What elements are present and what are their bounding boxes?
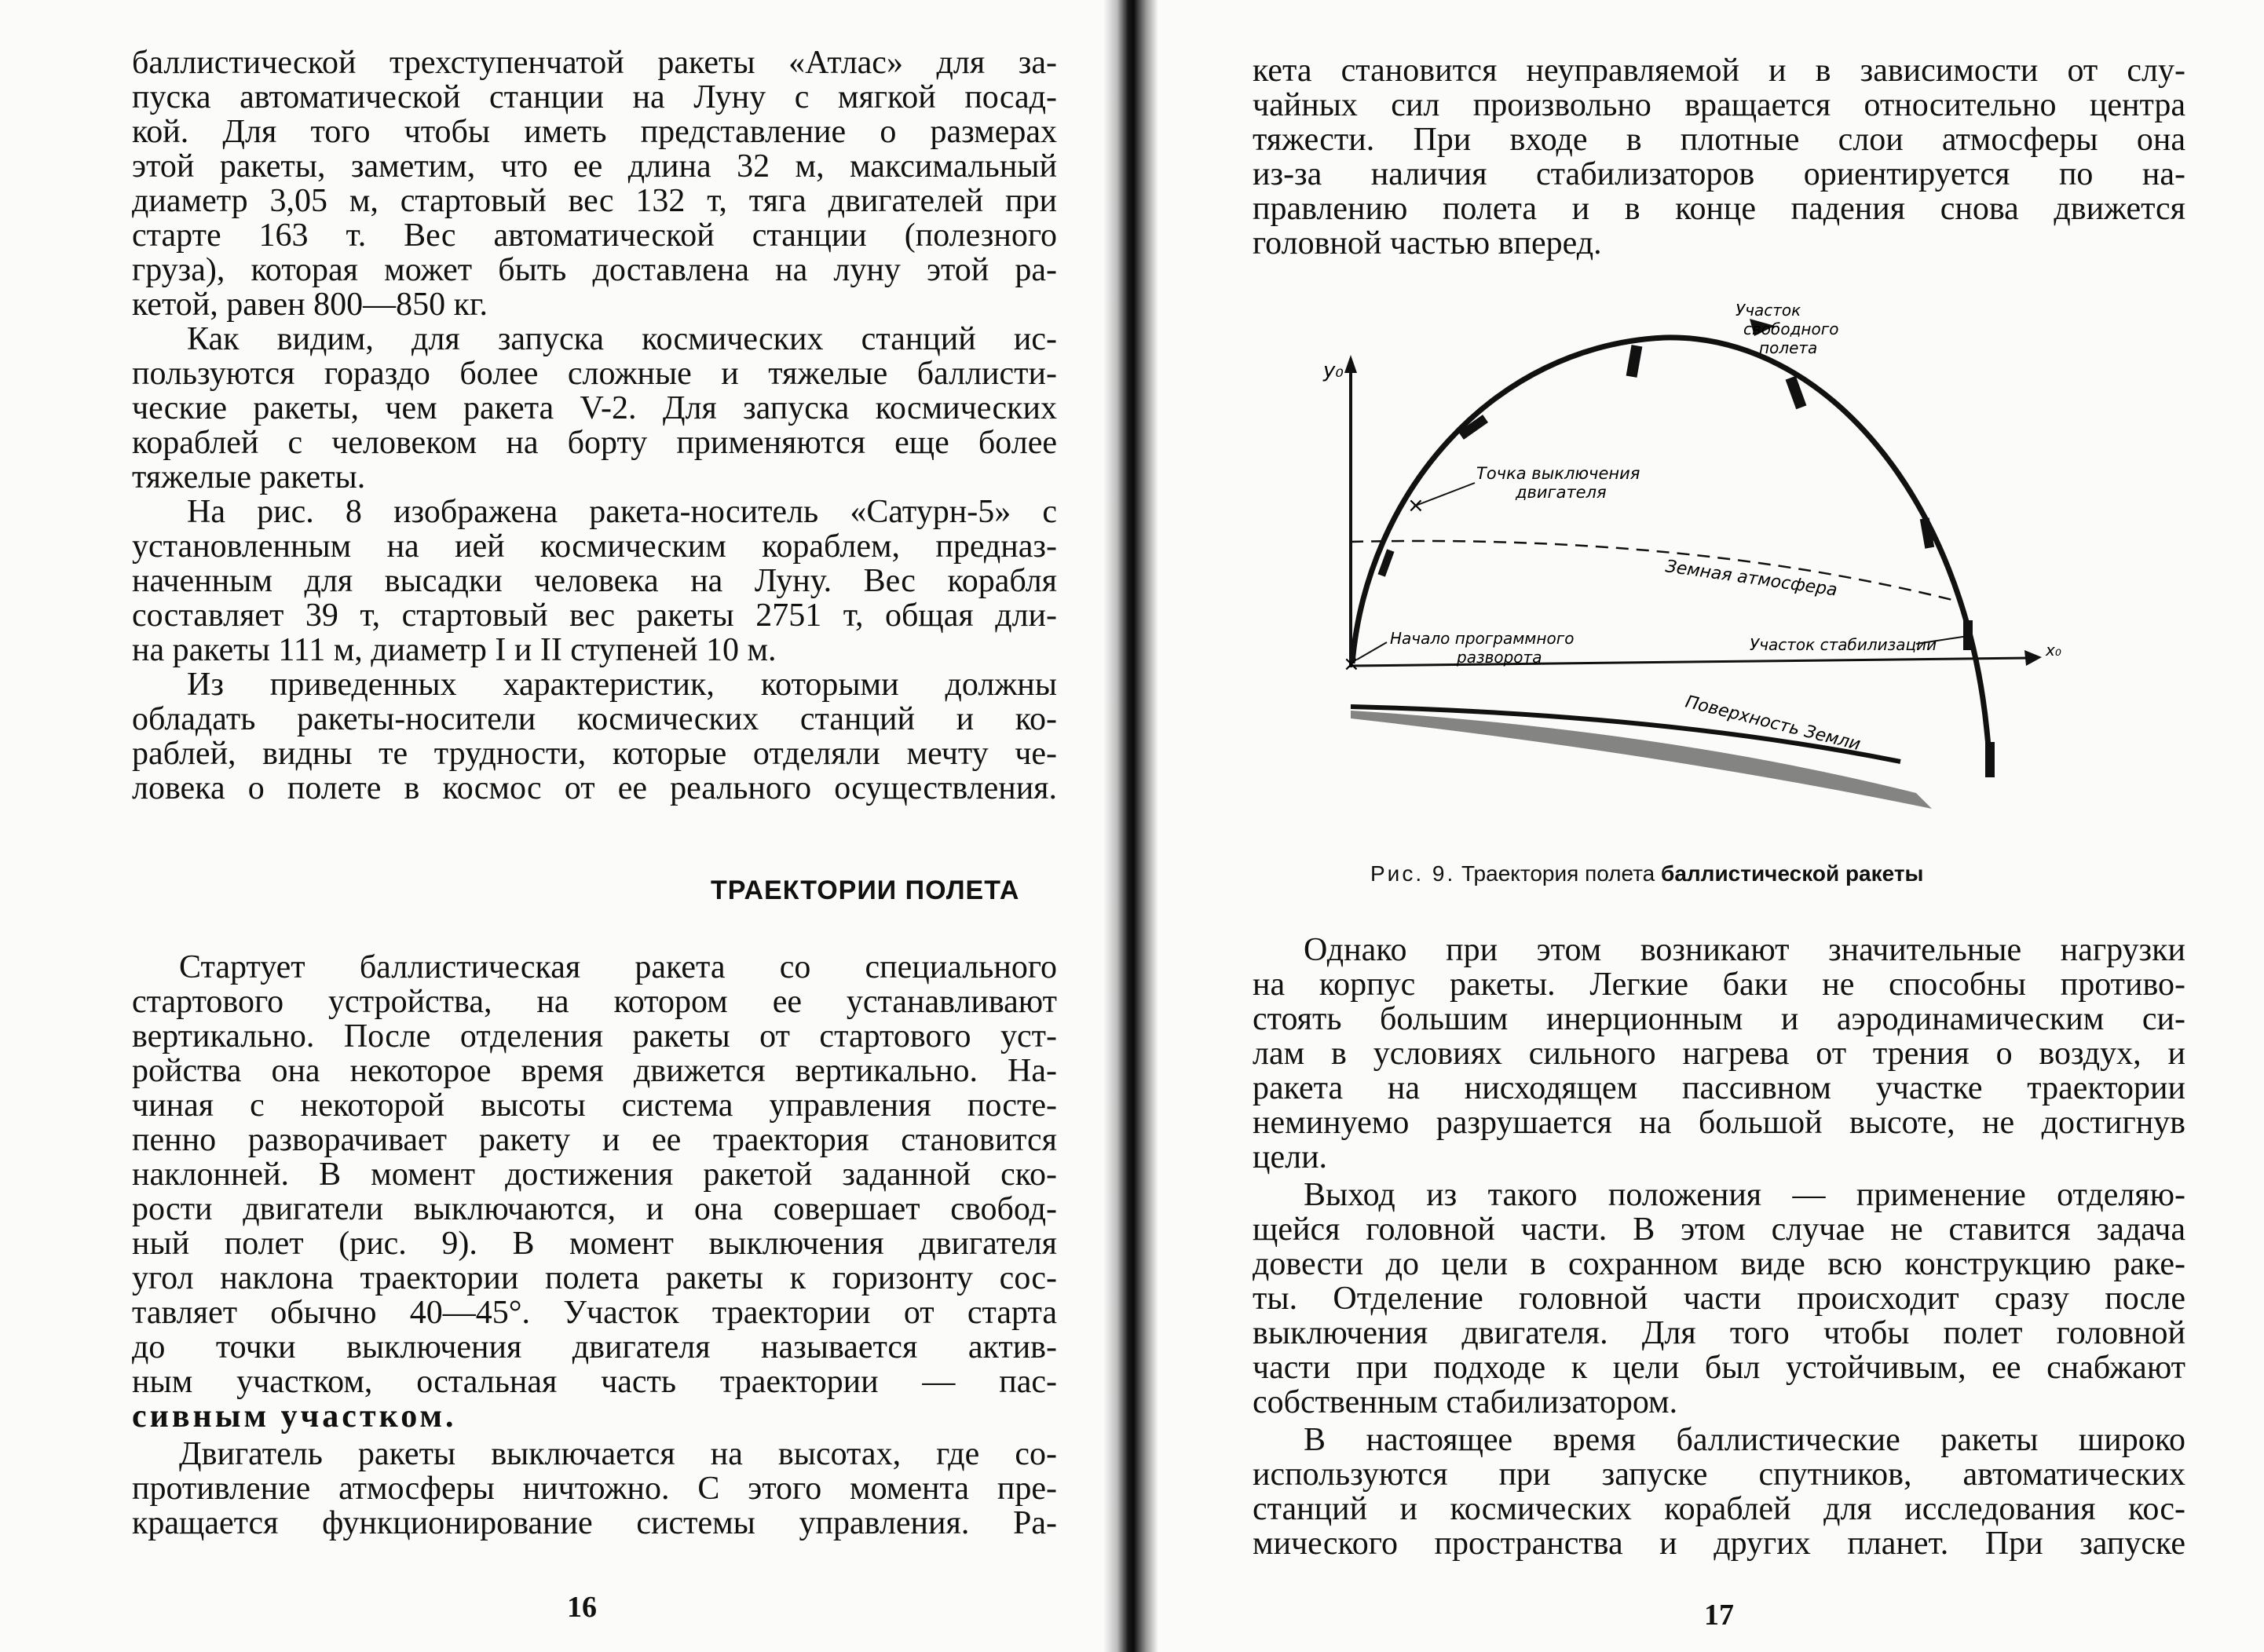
text-line: пуска автоматической станции на Луну с мягкой посад-	[132, 79, 1057, 115]
figure-caption	[1370, 861, 1923, 886]
x-axis	[1351, 658, 2030, 666]
y-axis-label: у₀	[1323, 359, 1344, 382]
page-number-left: 16	[567, 1591, 597, 1624]
left-paragraph-1	[132, 46, 1057, 322]
label-engine-off-1: Точка выключения	[1476, 464, 1640, 483]
y-axis-arrow	[1344, 355, 1357, 373]
right-paragraph-3	[1253, 1178, 2185, 1420]
text-line: на ракеты 111 м, диаметр I и II ступеней 10 м.	[132, 632, 777, 668]
text-line: Как видим, для запуска космических станций ис-	[187, 321, 1057, 357]
section-title: ТРАЕКТОРИИ ПОЛЕТА	[711, 875, 1020, 905]
left-paragraph-6	[132, 1437, 1057, 1541]
caption-text: Траектория полета	[1461, 861, 1655, 886]
label-engine-off-2: двигателя	[1516, 483, 1607, 502]
text-line: обладать ракеты-носители космических станций и ко-	[132, 701, 1057, 737]
text-line: вертикально. После отделения ракеты от стартового уст-	[132, 1018, 1057, 1054]
text-line: цели.	[1253, 1139, 1328, 1175]
text-line: Из приведенных характеристик, которыми должны	[187, 667, 1057, 703]
text-line: Стартует баллистическая ракета со специального	[179, 949, 1057, 985]
program-turn-pointer	[1357, 642, 1387, 660]
text-line: стартового устройства, на котором ее устанавливают	[132, 984, 1057, 1020]
caption-number: Рис. 9.	[1370, 861, 1456, 886]
text-line: чайных сил произвольно вращается относительно центра	[1253, 87, 2185, 123]
text-line: пользуются гораздо более сложные и тяжелые баллисти-	[132, 356, 1057, 392]
trajectory-figure	[1323, 291, 2120, 840]
book-spine	[1103, 0, 1158, 1652]
label-free-flight-1: Участок	[1735, 301, 1801, 320]
label-program-turn-2: разворота	[1457, 648, 1542, 667]
trajectory-diagram	[1323, 291, 2120, 840]
rocket-icon	[1626, 345, 1643, 378]
label-free-flight-2: свободного	[1743, 320, 1839, 338]
text-line: установленным на ией космическим кораблем, предназ-	[132, 528, 1057, 565]
text-line: неминуемо разрушается на большой высоте, не достигнув	[1253, 1105, 2185, 1141]
caption-text-bold: баллистической ракеты	[1661, 861, 1924, 886]
text-line: ракета на нисходящем пассивном участке траектории	[1253, 1070, 2185, 1106]
text-line: кораблей с человеком на борту применяются еще более	[132, 425, 1057, 461]
text-line: собственным стабилизатором.	[1253, 1384, 1678, 1420]
text-line: наклонней. В момент достижения ракетой заданной ско-	[132, 1157, 1057, 1193]
text-line: части при подходе к цели был устойчивым, ее снабжают	[1253, 1350, 2185, 1386]
text-line: чиная с некоторой высоты система управления посте-	[132, 1087, 1057, 1124]
start-marker: ×	[1343, 652, 1360, 676]
text-line: груза), которая может быть доставлена на луну этой ра-	[132, 252, 1057, 288]
right-paragraph-1	[1253, 53, 2185, 261]
text-line: Двигатель ракеты выключается на высотах, где со-	[179, 1436, 1057, 1472]
text-line: кращается функционирование системы управления. Ра-	[132, 1505, 1057, 1541]
text-line: рости двигатели выключаются, и она совершает свобод-	[132, 1191, 1057, 1227]
trajectory-curve	[1352, 338, 1991, 769]
text-line: составляет 39 т, стартовый вес ракеты 2751 т, общая дли-	[132, 598, 1057, 634]
rocket-icon	[1985, 742, 1995, 777]
text-line: угол наклона траектории полета ракеты к горизонту сос-	[132, 1260, 1057, 1296]
right-paragraph-4	[1253, 1423, 2185, 1561]
text-line: наченным для высадки человека на Луну. Вес корабля	[132, 563, 1057, 599]
text-line: станций и космических кораблей для исследования кос-	[1253, 1491, 2185, 1527]
x-axis-arrow	[2024, 650, 2042, 666]
text-line: выключения двигателя. Для того чтобы полет головной	[1253, 1315, 2185, 1351]
text-line: кетой, равен 800—850 кг.	[132, 287, 488, 323]
label-free-flight-3: полета	[1759, 338, 1818, 357]
text-line: ройства она некоторое время движется вертикально. На-	[132, 1053, 1057, 1089]
left-paragraph-4	[132, 667, 1057, 806]
engine-off-marker: ×	[1407, 494, 1425, 517]
text-line: довести до цели в сохранном виде всю конструкцию раке-	[1253, 1246, 2185, 1282]
text-line: ный полет (рис. 9). В момент выключения двигателя	[132, 1226, 1057, 1262]
left-paragraph-5	[132, 950, 1057, 1434]
label-atmosphere: Земная атмосфера	[1664, 557, 1839, 601]
text-line: На рис. 8 изображена ракета-носитель «Сатурн-5» с	[187, 494, 1057, 530]
right-page	[1158, 0, 2264, 1652]
left-paragraph-3	[132, 495, 1057, 667]
text-line: этой ракеты, заметим, что ее длина 32 м, максимальный	[132, 148, 1057, 185]
text-line: Однако при этом возникают значительные нагрузки	[1304, 932, 2185, 968]
x-axis-label: х₀	[2046, 641, 2061, 660]
text-line: кета становится неуправляемой и в зависимости от слу-	[1253, 53, 2185, 89]
text-line: сивным участком.	[132, 1398, 457, 1435]
text-line: кой. Для того чтобы иметь представление о размерах	[132, 114, 1057, 150]
text-line: на корпус ракеты. Легкие баки не способны противо-	[1253, 967, 2185, 1003]
text-line: пенно разворачивает ракету и ее траектория становится	[132, 1122, 1057, 1158]
left-page	[0, 0, 1103, 1652]
label-surface: Поверхность Земли	[1683, 692, 1863, 755]
text-line: головной частью вперед.	[1253, 225, 1602, 261]
text-line: тавляет обычно 40—45°. Участок траектории от старта	[132, 1295, 1057, 1331]
text-line: правлению полета и в конце падения снова движется	[1253, 191, 2185, 227]
text-line: лам в условиях сильного нагрева от трения о воздух, и	[1253, 1036, 2185, 1072]
text-line: старте 163 т. Вес автоматической станции (полезного	[132, 217, 1057, 254]
text-line: из-за наличия стабилизаторов ориентируется по на-	[1253, 156, 2185, 192]
text-line: В настоящее время баллистические ракеты широко	[1304, 1422, 2185, 1458]
text-line: ты. Отделение головной части происходит сразу после	[1253, 1281, 2185, 1317]
text-line: стоять большим инерционным и аэродинамическим си-	[1253, 1001, 2185, 1037]
text-line: ным участком, остальная часть траектории — пас-	[132, 1364, 1057, 1400]
label-program-turn-1: Начало программного	[1390, 629, 1575, 648]
text-line: мического пространства и других планет. При запуске	[1253, 1526, 2185, 1562]
atmosphere-boundary	[1351, 541, 1955, 601]
right-paragraph-2	[1253, 933, 2185, 1175]
text-line: ловека о полете в космос от ее реального осуществления.	[132, 770, 1057, 806]
text-line: до точки выключения двигателя называется актив-	[132, 1329, 1057, 1365]
page-number-right: 17	[1704, 1599, 1734, 1632]
rocket-icon	[1963, 620, 1973, 650]
label-stabilization: Участок стабилизации	[1750, 635, 1937, 654]
text-line: диаметр 3,05 м, стартовый вес 132 т, тяга двигателей при	[132, 183, 1057, 219]
text-line: раблей, видны те трудности, которые отделяли мечту че-	[132, 736, 1057, 772]
text-line: щейся головной части. В этом случае не ставится задача	[1253, 1212, 2185, 1248]
text-line: противление атмосферы ничтожно. С этого момента пре-	[132, 1471, 1057, 1507]
text-line: тяжести. При входе в плотные слои атмосферы она	[1253, 122, 2185, 158]
text-line: ческие ракеты, чем ракета V-2. Для запуска космических	[132, 390, 1057, 426]
text-line: Выход из такого положения — применение отделяю-	[1304, 1177, 2185, 1213]
left-paragraph-2	[132, 322, 1057, 495]
text-line: используются при запуске спутников, автоматических	[1253, 1456, 2185, 1493]
text-line: тяжелые ракеты.	[132, 459, 366, 495]
text-line: баллистической трехступенчатой ракеты «Атлас» для за-	[132, 45, 1057, 81]
